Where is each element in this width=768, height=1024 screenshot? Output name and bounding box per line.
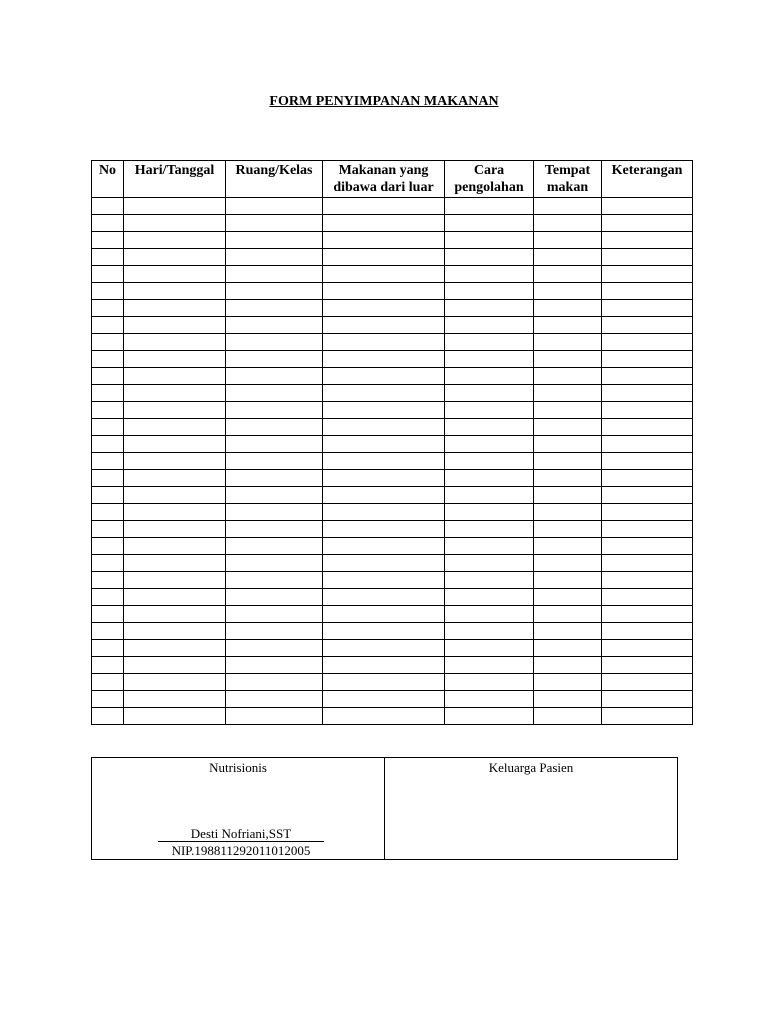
table-cell: [445, 266, 534, 283]
table-cell: [602, 674, 693, 691]
table-cell: [602, 402, 693, 419]
table-row: [92, 691, 693, 708]
table-row: [92, 351, 693, 368]
table-cell: [226, 521, 323, 538]
signer-nip: NIP.198811292011012005: [171, 843, 311, 858]
table-cell: [226, 436, 323, 453]
table-cell: [445, 708, 534, 725]
table-cell: [124, 606, 226, 623]
table-cell: [92, 640, 124, 657]
table-cell: [226, 538, 323, 555]
table-cell: [602, 453, 693, 470]
table-cell: [124, 351, 226, 368]
table-cell: [445, 215, 534, 232]
table-cell: [226, 334, 323, 351]
table-cell: [323, 334, 445, 351]
table-cell: [124, 334, 226, 351]
table-cell: [226, 589, 323, 606]
header-cara-pengolahan: Cara pengolahan: [445, 161, 534, 198]
table-cell: [124, 283, 226, 300]
table-cell: [226, 215, 323, 232]
table-cell: [226, 300, 323, 317]
table-cell: [124, 538, 226, 555]
table-cell: [323, 572, 445, 589]
table-cell: [445, 521, 534, 538]
table-cell: [124, 623, 226, 640]
table-cell: [534, 402, 602, 419]
table-header-row: [92, 161, 693, 198]
table-cell: [602, 215, 693, 232]
table-cell: [226, 232, 323, 249]
table-row: [92, 368, 693, 385]
table-cell: [92, 606, 124, 623]
table-cell: [226, 249, 323, 266]
table-cell: [92, 470, 124, 487]
table-cell: [534, 572, 602, 589]
table-cell: [323, 623, 445, 640]
table-cell: [602, 470, 693, 487]
table-cell: [602, 334, 693, 351]
table-cell: [92, 215, 124, 232]
table-cell: [92, 691, 124, 708]
table-cell: [92, 623, 124, 640]
table-cell: [534, 249, 602, 266]
table-cell: [602, 657, 693, 674]
table-cell: [124, 419, 226, 436]
table-cell: [445, 283, 534, 300]
table-cell: [602, 385, 693, 402]
table-cell: [226, 266, 323, 283]
table-cell: [445, 606, 534, 623]
table-cell: [92, 317, 124, 334]
table-cell: [602, 504, 693, 521]
table-cell: [92, 232, 124, 249]
table-row: [92, 232, 693, 249]
table-cell: [602, 623, 693, 640]
table-cell: [124, 300, 226, 317]
table-row: [92, 606, 693, 623]
table-cell: [92, 266, 124, 283]
table-cell: [323, 640, 445, 657]
table-row: [92, 402, 693, 419]
table-cell: [124, 487, 226, 504]
table-cell: [124, 368, 226, 385]
table-row: [92, 555, 693, 572]
table-cell: [445, 198, 534, 215]
table-cell: [602, 436, 693, 453]
table-cell: [602, 419, 693, 436]
table-cell: [92, 521, 124, 538]
table-cell: [124, 555, 226, 572]
table-row: [92, 589, 693, 606]
header-makanan: Makanan yang dibawa dari luar: [323, 161, 445, 198]
table-cell: [124, 521, 226, 538]
signer-name: Desti Nofriani,SST: [158, 826, 324, 842]
table-cell: [445, 691, 534, 708]
table-cell: [124, 589, 226, 606]
table-cell: [445, 657, 534, 674]
table-cell: [92, 402, 124, 419]
table-cell: [602, 589, 693, 606]
table-row: [92, 504, 693, 521]
table-cell: [445, 351, 534, 368]
table-cell: [445, 317, 534, 334]
table-cell: [226, 555, 323, 572]
table-cell: [445, 470, 534, 487]
table-cell: [323, 385, 445, 402]
table-cell: [445, 300, 534, 317]
table-row: [92, 249, 693, 266]
table-row: [92, 623, 693, 640]
table-cell: [534, 368, 602, 385]
table-cell: [226, 657, 323, 674]
table-cell: [534, 385, 602, 402]
table-cell: [445, 640, 534, 657]
table-row: [92, 334, 693, 351]
table-cell: [534, 453, 602, 470]
table-cell: [602, 232, 693, 249]
table-row: [92, 453, 693, 470]
table-row: [92, 640, 693, 657]
table-row: [92, 521, 693, 538]
table-cell: [124, 708, 226, 725]
table-cell: [226, 640, 323, 657]
table-cell: [445, 249, 534, 266]
table-cell: [124, 453, 226, 470]
table-row: [92, 266, 693, 283]
table-cell: [323, 657, 445, 674]
table-cell: [445, 487, 534, 504]
table-cell: [124, 385, 226, 402]
table-cell: [226, 198, 323, 215]
table-cell: [323, 232, 445, 249]
table-cell: [124, 198, 226, 215]
table-cell: [534, 334, 602, 351]
table-cell: [92, 351, 124, 368]
table-cell: [602, 198, 693, 215]
table-cell: [323, 351, 445, 368]
table-cell: [323, 691, 445, 708]
table-cell: [445, 589, 534, 606]
table-cell: [124, 640, 226, 657]
table-cell: [92, 572, 124, 589]
table-cell: [534, 283, 602, 300]
table-cell: [323, 487, 445, 504]
table-cell: [323, 470, 445, 487]
table-cell: [92, 589, 124, 606]
table-cell: [323, 300, 445, 317]
table-cell: [602, 606, 693, 623]
table-cell: [534, 555, 602, 572]
storage-form-table: [91, 160, 693, 725]
table-cell: [124, 674, 226, 691]
table-cell: [323, 317, 445, 334]
signature-keluarga: [385, 758, 678, 860]
table-cell: [602, 640, 693, 657]
table-cell: [445, 385, 534, 402]
table-cell: [226, 487, 323, 504]
table-cell: [445, 504, 534, 521]
table-cell: [534, 300, 602, 317]
table-cell: [92, 657, 124, 674]
table-cell: [445, 572, 534, 589]
table-cell: [602, 521, 693, 538]
table-cell: [124, 691, 226, 708]
table-cell: [226, 385, 323, 402]
table-cell: [602, 538, 693, 555]
table-cell: [602, 572, 693, 589]
table-row: [92, 317, 693, 334]
table-row: [92, 708, 693, 725]
table-cell: [602, 691, 693, 708]
table-cell: [323, 249, 445, 266]
table-cell: [323, 708, 445, 725]
table-body: [92, 198, 693, 725]
table-cell: [534, 708, 602, 725]
table-cell: [124, 317, 226, 334]
table-cell: [534, 198, 602, 215]
table-cell: [534, 538, 602, 555]
table-row: [92, 300, 693, 317]
table-cell: [534, 521, 602, 538]
table-row: [92, 385, 693, 402]
table-cell: [534, 674, 602, 691]
table-row: [92, 657, 693, 674]
table-cell: [226, 470, 323, 487]
table-cell: [445, 453, 534, 470]
table-cell: [92, 300, 124, 317]
table-cell: [323, 589, 445, 606]
page-title: [0, 94, 768, 110]
table-cell: [323, 368, 445, 385]
table-cell: [92, 674, 124, 691]
header-ruang-kelas: Ruang/Kelas: [226, 161, 323, 198]
table-row: [92, 538, 693, 555]
table-cell: [445, 368, 534, 385]
table-cell: [534, 351, 602, 368]
table-cell: [323, 266, 445, 283]
table-cell: [124, 436, 226, 453]
table-cell: [323, 402, 445, 419]
table-cell: [534, 470, 602, 487]
table-cell: [92, 708, 124, 725]
table-cell: [534, 606, 602, 623]
table-cell: [534, 623, 602, 640]
table-cell: [226, 674, 323, 691]
table-cell: [92, 453, 124, 470]
table-cell: [226, 606, 323, 623]
table-cell: [226, 419, 323, 436]
header-tempat-makan: Tempat makan: [534, 161, 602, 198]
table-cell: [602, 708, 693, 725]
table-cell: [124, 402, 226, 419]
table-cell: [92, 419, 124, 436]
table-cell: [323, 555, 445, 572]
table-cell: [226, 708, 323, 725]
table-cell: [534, 215, 602, 232]
signature-nutrisionis: [92, 758, 385, 860]
table-cell: [226, 572, 323, 589]
nutrisionis-label: Nutrisionis: [209, 760, 267, 775]
table-cell: [323, 215, 445, 232]
table-cell: [226, 283, 323, 300]
table-cell: [124, 470, 226, 487]
table-cell: [445, 232, 534, 249]
table-cell: [92, 249, 124, 266]
table-cell: [323, 538, 445, 555]
table-cell: [534, 657, 602, 674]
table-cell: [534, 691, 602, 708]
table-cell: [445, 334, 534, 351]
table-cell: [602, 487, 693, 504]
table-cell: [92, 436, 124, 453]
table-row: [92, 419, 693, 436]
table-cell: [92, 385, 124, 402]
table-cell: [226, 402, 323, 419]
form-title: FORM PENYIMPANAN MAKANAN: [269, 94, 499, 109]
table-cell: [124, 249, 226, 266]
table-cell: [534, 436, 602, 453]
table-cell: [534, 589, 602, 606]
table-cell: [323, 453, 445, 470]
table-row: [92, 470, 693, 487]
table-cell: [534, 487, 602, 504]
table-cell: [602, 266, 693, 283]
table-cell: [323, 606, 445, 623]
table-cell: [602, 300, 693, 317]
table-cell: [92, 504, 124, 521]
table-cell: [226, 453, 323, 470]
keluarga-label: Keluarga Pasien: [488, 760, 574, 775]
table-row: [92, 436, 693, 453]
table-cell: [323, 198, 445, 215]
table-cell: [445, 555, 534, 572]
table-row: [92, 572, 693, 589]
table-cell: [445, 402, 534, 419]
table-cell: [602, 555, 693, 572]
table-cell: [124, 232, 226, 249]
table-cell: [602, 283, 693, 300]
table-cell: [445, 419, 534, 436]
table-row: [92, 198, 693, 215]
table-cell: [534, 317, 602, 334]
table-cell: [534, 232, 602, 249]
table-cell: [602, 249, 693, 266]
table-cell: [445, 674, 534, 691]
table-cell: [226, 504, 323, 521]
table-cell: [226, 317, 323, 334]
table-cell: [226, 351, 323, 368]
header-keterangan: Keterangan: [602, 161, 693, 198]
table-cell: [92, 538, 124, 555]
table-row: [92, 674, 693, 691]
table-cell: [534, 419, 602, 436]
table-cell: [226, 691, 323, 708]
table-cell: [124, 504, 226, 521]
table-cell: [323, 419, 445, 436]
table-cell: [92, 283, 124, 300]
table-cell: [534, 266, 602, 283]
table-cell: [226, 623, 323, 640]
signature-table: [91, 757, 678, 860]
table-cell: [323, 504, 445, 521]
table-cell: [92, 555, 124, 572]
table-cell: [323, 283, 445, 300]
table-row: [92, 283, 693, 300]
table-cell: [323, 436, 445, 453]
table-cell: [445, 436, 534, 453]
table-cell: [92, 334, 124, 351]
table-cell: [124, 657, 226, 674]
table-cell: [602, 317, 693, 334]
table-cell: [92, 487, 124, 504]
table-cell: [534, 640, 602, 657]
table-cell: [445, 538, 534, 555]
table-cell: [92, 198, 124, 215]
header-no: No: [92, 161, 124, 198]
table-cell: [124, 215, 226, 232]
table-row: [92, 487, 693, 504]
table-cell: [534, 504, 602, 521]
table-cell: [226, 368, 323, 385]
table-cell: [124, 266, 226, 283]
table-cell: [445, 623, 534, 640]
header-hari-tanggal: Hari/Tanggal: [124, 161, 226, 198]
table-row: [92, 215, 693, 232]
table-cell: [323, 674, 445, 691]
table-cell: [124, 572, 226, 589]
table-cell: [92, 368, 124, 385]
table-cell: [602, 368, 693, 385]
table-cell: [323, 521, 445, 538]
table-cell: [602, 351, 693, 368]
